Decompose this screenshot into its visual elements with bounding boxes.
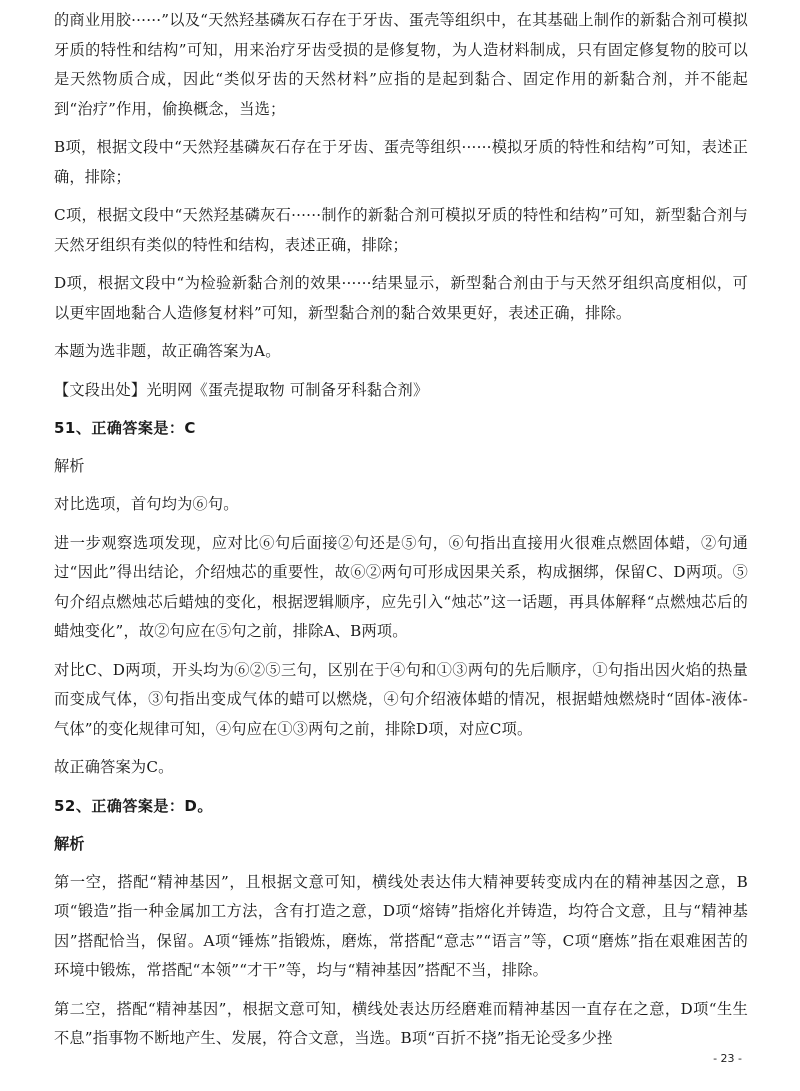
document-page (54, 6, 748, 1063)
paragraph: 进一步观察选项发现，应对比⑥句后面接②句还是⑤句，⑥句指出直接用火很难点燃固体蜡，②句通过“因此”得出结论，介绍烛芯的重要性，故⑥②两句可形成因果关系，构成捆绑，保留C、D两项。⑤句介绍点燃烛芯后蜡烛的变化，根据逻辑顺序，应先引入“烛芯”这一话题，再具体解释“点燃烛芯后的蜡烛变化”，故②句应在⑤句之前，排除A、B两项。 (54, 533, 748, 640)
page-number: - 23 - (713, 1052, 742, 1065)
paragraph: 本题为选非题，故正确答案为A。 (54, 342, 281, 360)
paragraph: 对比选项，首句均为⑥句。 (54, 495, 239, 513)
paragraph: 故正确答案为C。 (54, 758, 174, 776)
analysis-label: 解析 (54, 834, 85, 853)
paragraph: 第一空，搭配“精神基因”，且根据文意可知，横线处表达伟大精神要转变成内在的精神基因之意，B项“锻造”指一种金属加工方法，含有打造之意，D项“熔铸”指熔化并铸造，均符合文意，且与“精神基因”搭配恰当，保留。A项“锤炼”指锻炼，磨炼，常搭配“意志”“语言”等，C项“磨炼”指在艰难困苦的环境中锻炼，常搭配“本领”“才干”等，均与“精神基因”搭配不当，排除。 (54, 872, 748, 979)
paragraph: 第二空，搭配“精神基因”，根据文意可知，横线处表达历经磨难而精神基因一直存在之意，D项“生生不息”指事物不断地产生、发展，符合文意，当选。B项“百折不挠”指无论受多少挫 (54, 999, 748, 1047)
paragraph: B项，根据文段中“天然羟基磷灰石存在于牙齿、蛋壳等组织······模拟牙质的特性和结构”可知，表述正确，排除； (54, 138, 748, 186)
answer-heading-51: 51、正确答案是：C (54, 419, 196, 437)
paragraph: D项，根据文段中“为检验新黏合剂的效果······结果显示，新型黏合剂由于与天然牙组织高度相似，可以更牢固地黏合人造修复材料”可知，新型黏合剂的黏合效果更好，表述正确，排除。 (54, 274, 748, 322)
paragraph: 的商业用胶······”以及“天然羟基磷灰石存在于牙齿、蛋壳等组织中，在其基础上制作的新黏合剂可模拟牙质的特性和结构”可知，用来治疗牙齿受损的是修复物，为人造材料制成，只有固定修复物的胶可以是天然物质合成，因此“类似牙齿的天然材料”应指的是起到黏合、固定作用的新黏合剂，并不能起到“治疗”作用，偷换概念，当选； (54, 11, 748, 118)
analysis-label: 解析 (54, 457, 85, 475)
answer-heading-52: 52、正确答案是：D。 (54, 796, 213, 815)
paragraph: 对比C、D两项，开头均为⑥②⑤三句，区别在于④句和①③两句的先后顺序，①句指出因火焰的热量而变成气体，③句指出变成气体的蜡可以燃烧，④句介绍液体蜡的情况，根据蜡烛燃烧时“固体-液体-气体”的变化规律可知，④句应在①③两句之前，排除D项，对应C项。 (54, 660, 748, 738)
paragraph: C项，根据文段中“天然羟基磷灰石······制作的新黏合剂可模拟牙质的特性和结构”可知，新型黏合剂与天然牙组织有类似的特性和结构，表述正确，排除； (54, 206, 748, 254)
source-citation: 【文段出处】光明网《蛋壳提取物 可制备牙科黏合剂》 (54, 380, 429, 399)
